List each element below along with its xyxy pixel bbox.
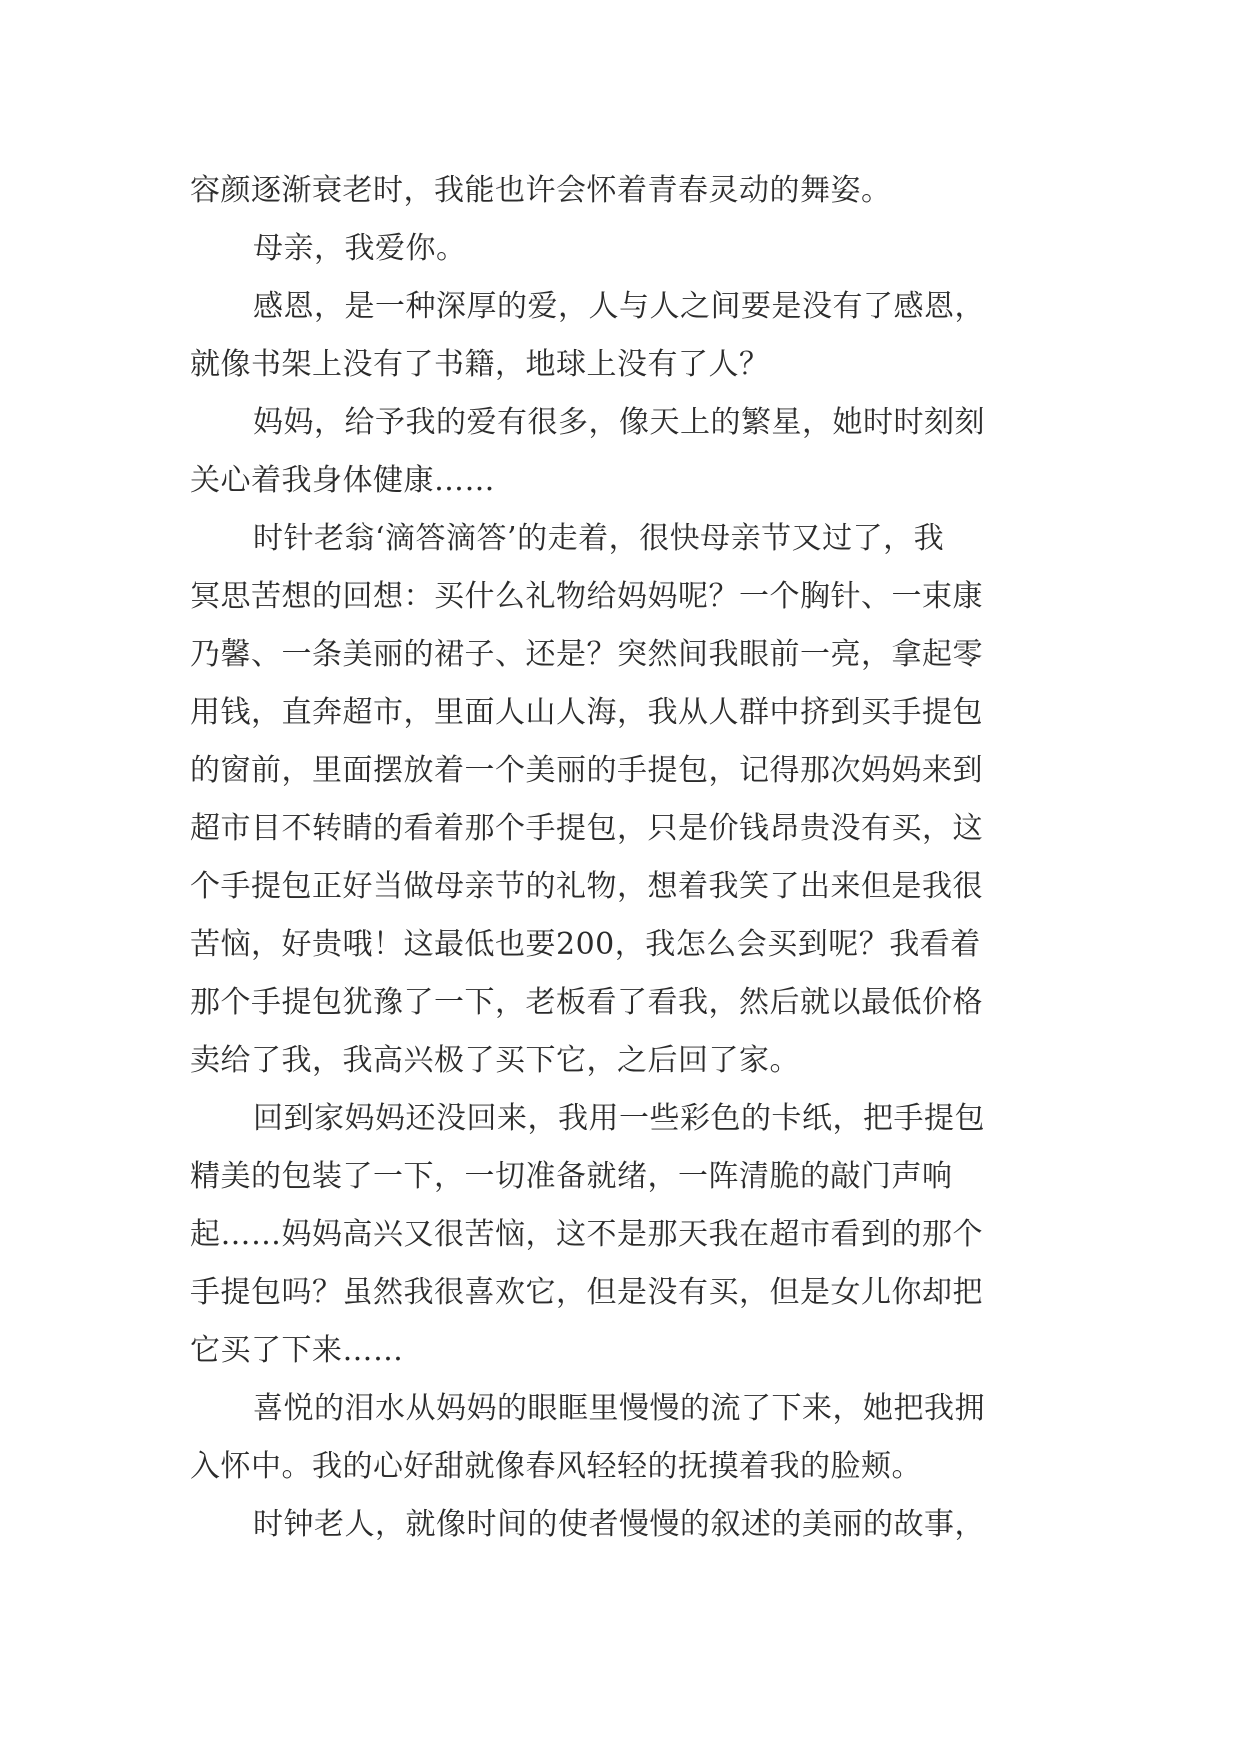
- text-line: 入怀中。我的心好甜就像春风轻轻的抚摸着我的脸颊。: [190, 1449, 922, 1484]
- paragraph-6: [190, 1090, 1052, 1380]
- text-line: 超市目不转睛的看着那个手提包，只是价钱昂贵没有买，这: [190, 811, 983, 846]
- text-line: 乃馨、一条美丽的裙子、还是？突然间我眼前一亮，拿起零: [190, 637, 983, 672]
- text-line: 回到家妈妈还没回来，我用一些彩色的卡纸，把手提包: [253, 1101, 985, 1136]
- document-body: [190, 162, 1052, 1554]
- paragraph-1: [190, 162, 1052, 220]
- text-line: 个手提包正好当做母亲节的礼物，想着我笑了出来但是我很: [190, 869, 983, 904]
- text-line: 精美的包装了一下，一切准备就绪，一阵清脆的敲门声响: [190, 1159, 953, 1194]
- paragraph-4: [190, 394, 1052, 510]
- text-line: 感恩，是一种深厚的爱，人与人之间要是没有了感恩，: [253, 289, 985, 324]
- paragraph-3: [190, 278, 1052, 394]
- text-line: 的窗前，里面摆放着一个美丽的手提包，记得那次妈妈来到: [190, 753, 983, 788]
- text-line: 喜悦的泪水从妈妈的眼眶里慢慢的流了下来，她把我拥: [253, 1391, 985, 1426]
- text-line: 时钟老人，就像时间的使者慢慢的叙述的美丽的故事，: [253, 1507, 985, 1542]
- paragraph-2: [190, 220, 1052, 278]
- text-line: 苦恼，好贵哦！这最低也要200，我怎么会买到呢？我看着: [190, 927, 981, 962]
- text-line: 时针老翁‘滴答滴答’的走着，很快母亲节又过了，我: [253, 521, 945, 556]
- paragraph-7: [190, 1380, 1052, 1496]
- paragraph-8: [190, 1496, 1052, 1554]
- text-line: 卖给了我，我高兴极了买下它，之后回了家。: [190, 1043, 800, 1078]
- text-line: 母亲，我爱你。: [253, 231, 467, 266]
- text-line: 就像书架上没有了书籍，地球上没有了人？: [190, 347, 770, 382]
- text-line: 起……妈妈高兴又很苦恼，这不是那天我在超市看到的那个: [190, 1217, 983, 1252]
- text-line: 那个手提包犹豫了一下，老板看了看我，然后就以最低价格: [190, 985, 983, 1020]
- text-line: 它买了下来……: [190, 1333, 404, 1368]
- text-line: 容颜逐渐衰老时，我能也许会怀着青春灵动的舞姿。: [190, 173, 892, 208]
- text-line: 用钱，直奔超市，里面人山人海，我从人群中挤到买手提包: [190, 695, 983, 730]
- paragraph-5: [190, 510, 1052, 1090]
- text-line: 妈妈，给予我的爱有很多，像天上的繁星，她时时刻刻: [253, 405, 985, 440]
- text-line: 冥思苦想的回想：买什么礼物给妈妈呢？一个胸针、一束康: [190, 579, 983, 614]
- text-line: 手提包吗？虽然我很喜欢它，但是没有买，但是女儿你却把: [190, 1275, 983, 1310]
- text-line: 关心着我身体健康……: [190, 463, 495, 498]
